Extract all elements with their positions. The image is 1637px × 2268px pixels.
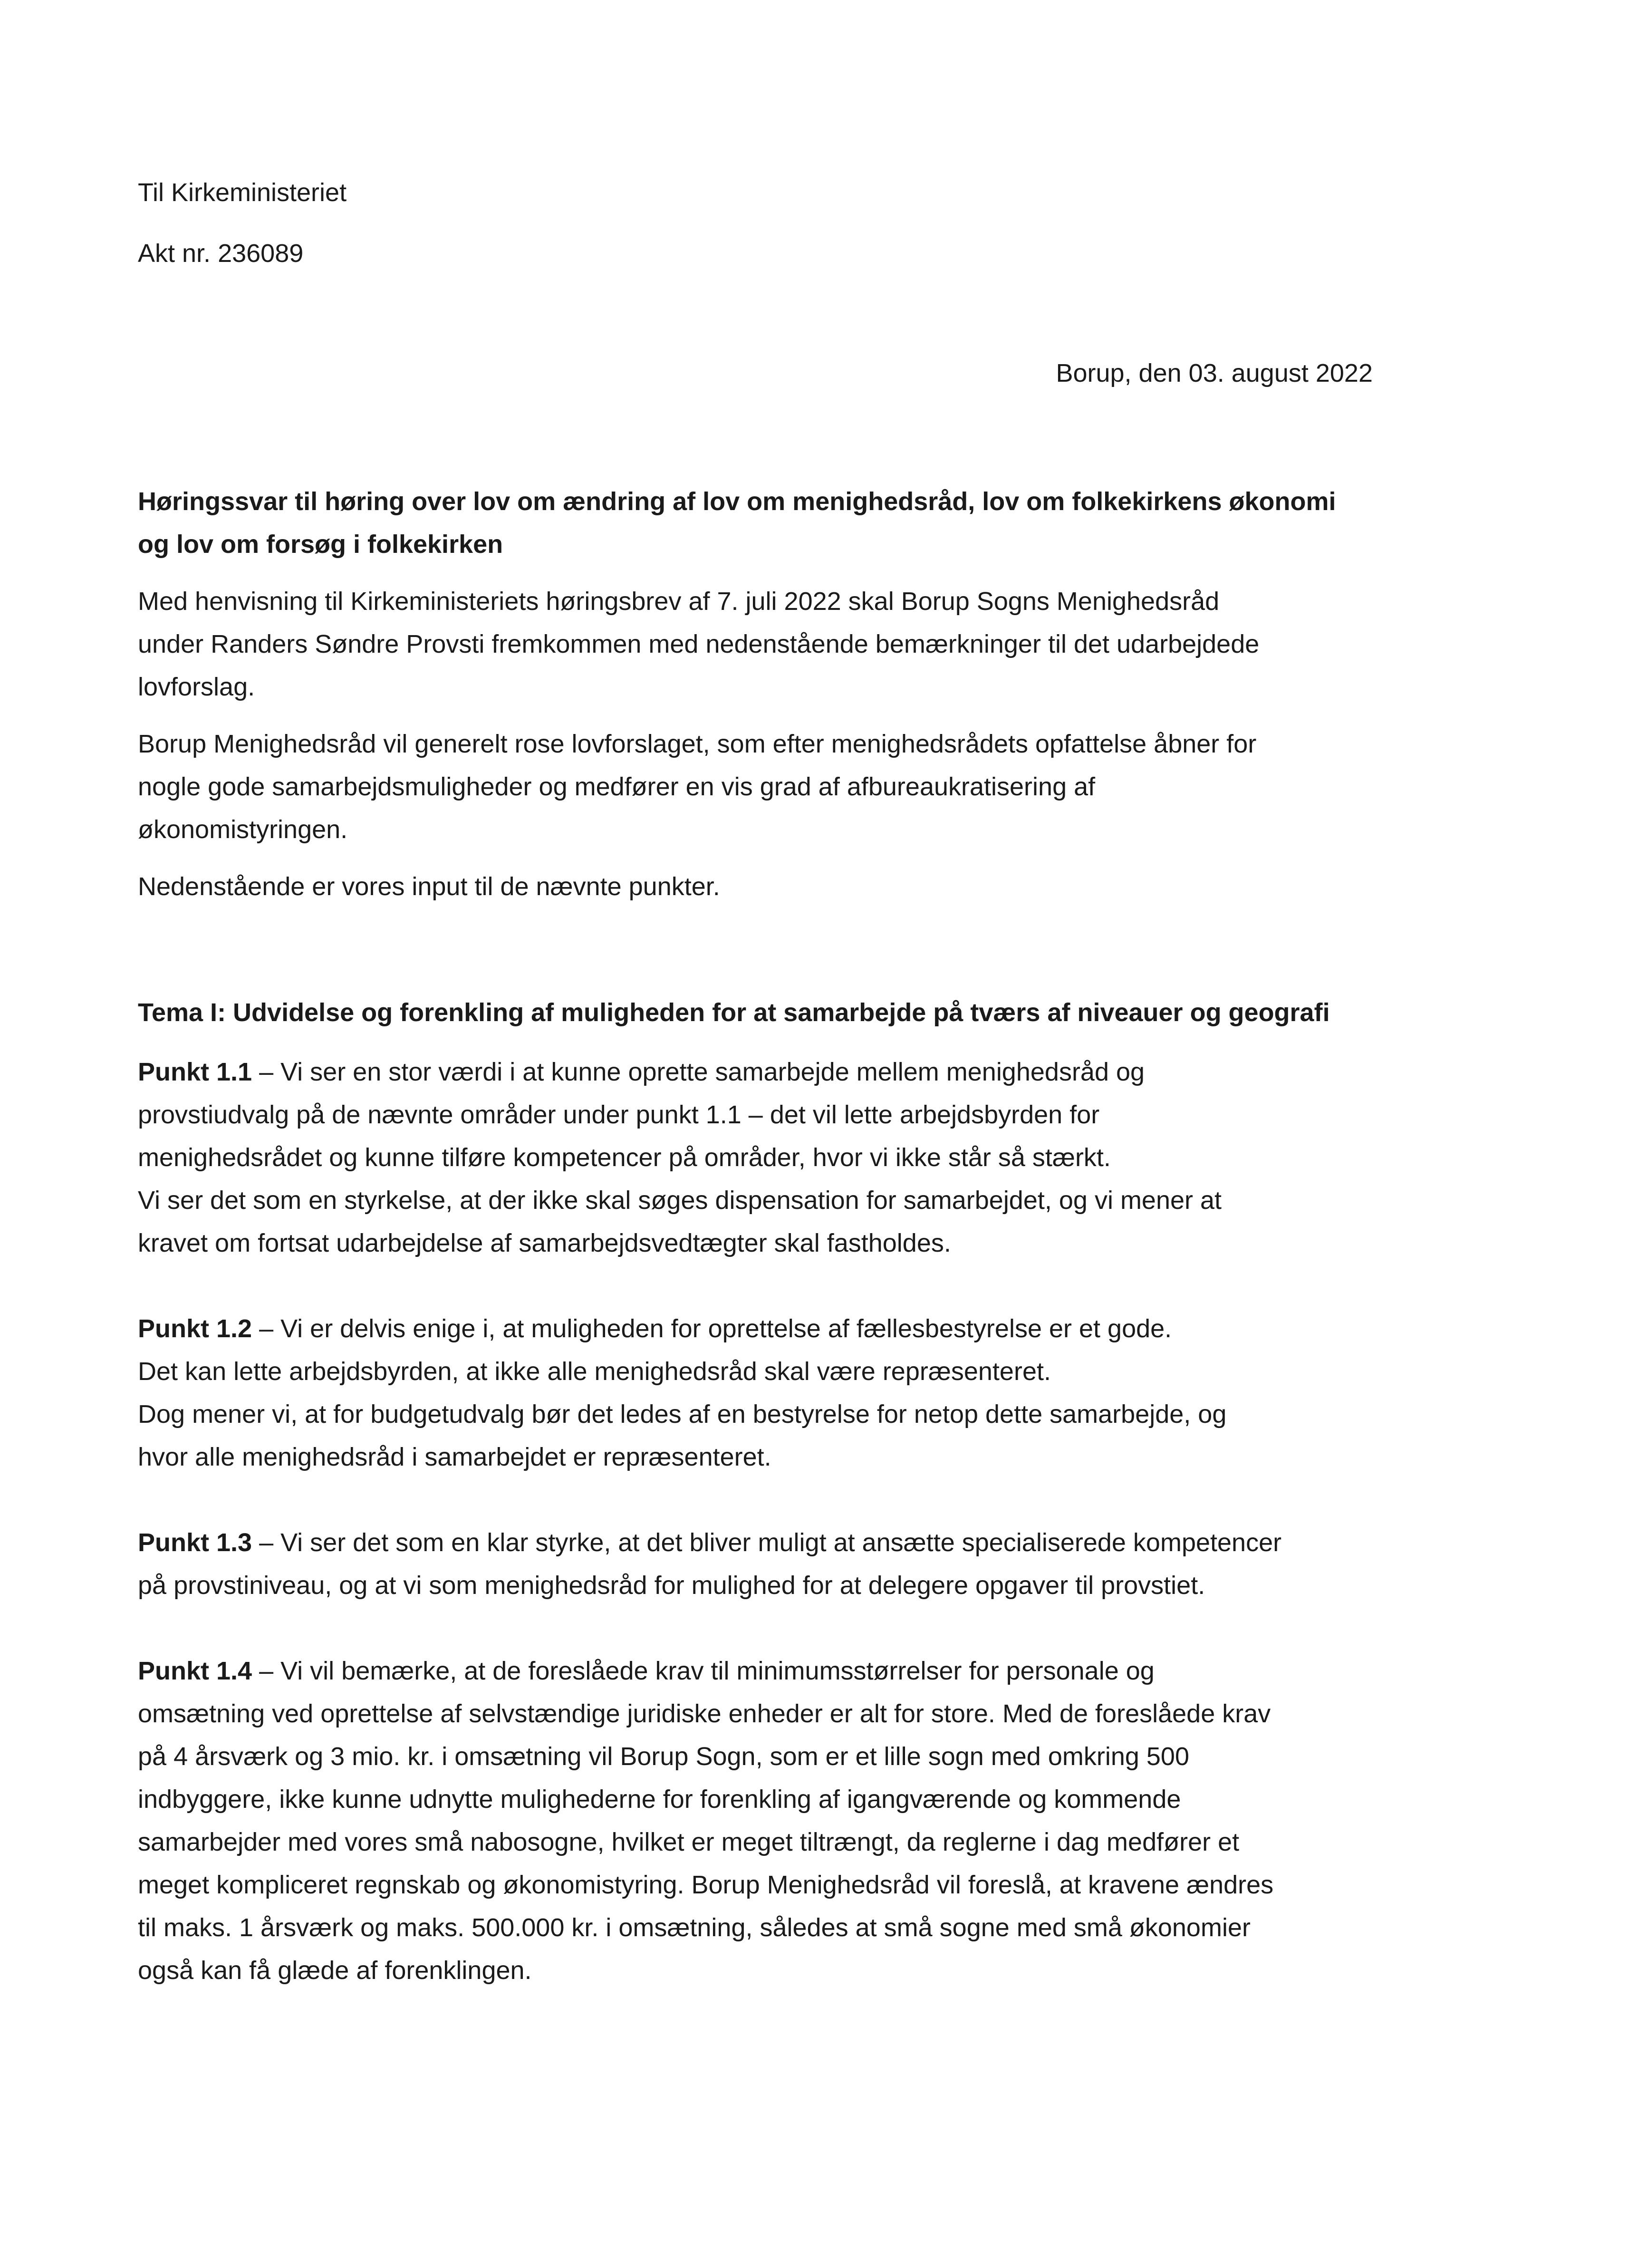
theme-heading: Tema I: Udvidelse og forenkling af muligheden for at samarbejde på tværs af niveauer og geografi xyxy=(138,998,1330,1027)
text-line: til maks. 1 årsværk og maks. 500.000 kr. i omsætning, således at små sogne med små økonomier xyxy=(138,1913,1251,1942)
point-first-line xyxy=(138,1521,1383,1564)
text-line: også kan få glæde af forenklingen. xyxy=(138,1956,532,1985)
point-paragraph xyxy=(138,1650,1383,1992)
text-line: kravet om fortsat udarbejdelse af samarbejdsvedtægter skal fastholdes. xyxy=(138,1229,951,1257)
recipient: Til Kirkeministeriet xyxy=(138,178,347,207)
point-first-line xyxy=(138,1307,1383,1350)
point-label: Punkt 1.2 xyxy=(138,1314,252,1343)
text-line: hvor alle menighedsråd i samarbejdet er repræsenteret. xyxy=(138,1443,771,1471)
text-line: økonomistyringen. xyxy=(138,815,348,844)
text-line: på provstiniveau, og at vi som menighedsråd for mulighed for at delegere opgaver til provstiet. xyxy=(138,1571,1205,1600)
point-label: Punkt 1.3 xyxy=(138,1528,252,1557)
point-text: – Vi er delvis enige i, at muligheden for oprettelse af fællesbestyrelse er et gode. xyxy=(252,1314,1172,1343)
point-label: Punkt 1.1 xyxy=(138,1058,252,1086)
title-line: og lov om forsøg i folkekirken xyxy=(138,530,503,559)
text-line: Nedenstående er vores input til de nævnte punkter. xyxy=(138,872,720,901)
text-line: Med henvisning til Kirkeministeriets høringsbrev af 7. juli 2022 skal Borup Sogns Menighedsråd xyxy=(138,587,1220,616)
letter-title xyxy=(138,480,1383,566)
point-text: – Vi ser det som en klar styrke, at det bliver muligt at ansætte specialiserede kompetencer xyxy=(252,1528,1282,1557)
point-label: Punkt 1.4 xyxy=(138,1657,252,1685)
text-line: provstiudvalg på de nævnte områder under punkt 1.1 – det vil lette arbejdsbyrden for xyxy=(138,1100,1100,1129)
text-line: omsætning ved oprettelse af selvstændige juridiske enheder er alt for store. Med de foreslåede krav xyxy=(138,1699,1271,1728)
text-line: lovforslag. xyxy=(138,673,255,701)
text-line: på 4 årsværk og 3 mio. kr. i omsætning vil Borup Sogn, som er et lille sogn med omkring 500 xyxy=(138,1742,1189,1771)
point-text: – Vi vil bemærke, at de foreslåede krav til minimumsstørrelser for personale og xyxy=(252,1657,1155,1685)
point-paragraph xyxy=(138,1307,1383,1478)
text-line: under Randers Søndre Provsti fremkommen med nedenstående bemærkninger til det udarbejdede xyxy=(138,630,1260,658)
place-date: Borup, den 03. august 2022 xyxy=(1056,359,1373,387)
case-number: Akt nr. 236089 xyxy=(138,239,304,268)
point-first-line xyxy=(138,1051,1383,1093)
point-text: – Vi ser en stor værdi i at kunne oprette samarbejde mellem menighedsråd og xyxy=(252,1058,1145,1086)
text-line: Det kan lette arbejdsbyrden, at ikke alle menighedsråd skal være repræsenteret. xyxy=(138,1357,1051,1386)
text-line: Borup Menighedsråd vil generelt rose lovforslaget, som efter menighedsrådets opfattelse åbner for xyxy=(138,730,1257,758)
title-line: Høringssvar til høring over lov om ændring af lov om menighedsråd, lov om folkekirkens økonomi xyxy=(138,487,1336,516)
point-paragraph xyxy=(138,1051,1383,1264)
point-paragraph xyxy=(138,1521,1383,1607)
text-line: Vi ser det som en styrkelse, at der ikke skal søges dispensation for samarbejdet, og vi mener at xyxy=(138,1186,1222,1215)
intro-paragraph xyxy=(138,580,1383,708)
text-line: menighedsrådet og kunne tilføre kompetencer på områder, hvor vi ikke står så stærkt. xyxy=(138,1143,1111,1172)
intro-paragraph xyxy=(138,865,1383,908)
text-line: meget kompliceret regnskab og økonomistyring. Borup Menighedsråd vil foreslå, at kravene ændres xyxy=(138,1871,1274,1899)
text-line: samarbejder med vores små nabosogne, hvilket er meget tiltrængt, da reglerne i dag medfører et xyxy=(138,1828,1240,1856)
point-first-line xyxy=(138,1650,1383,1692)
text-line: indbyggere, ikke kunne udnytte mulighederne for forenkling af igangværende og kommende xyxy=(138,1785,1181,1814)
text-line: Dog mener vi, at for budgetudvalg bør det ledes af en bestyrelse for netop dette samarbejde, og xyxy=(138,1400,1227,1428)
text-line: nogle gode samarbejdsmuligheder og medfører en vis grad af afbureaukratisering af xyxy=(138,772,1096,801)
intro-paragraph xyxy=(138,723,1383,851)
